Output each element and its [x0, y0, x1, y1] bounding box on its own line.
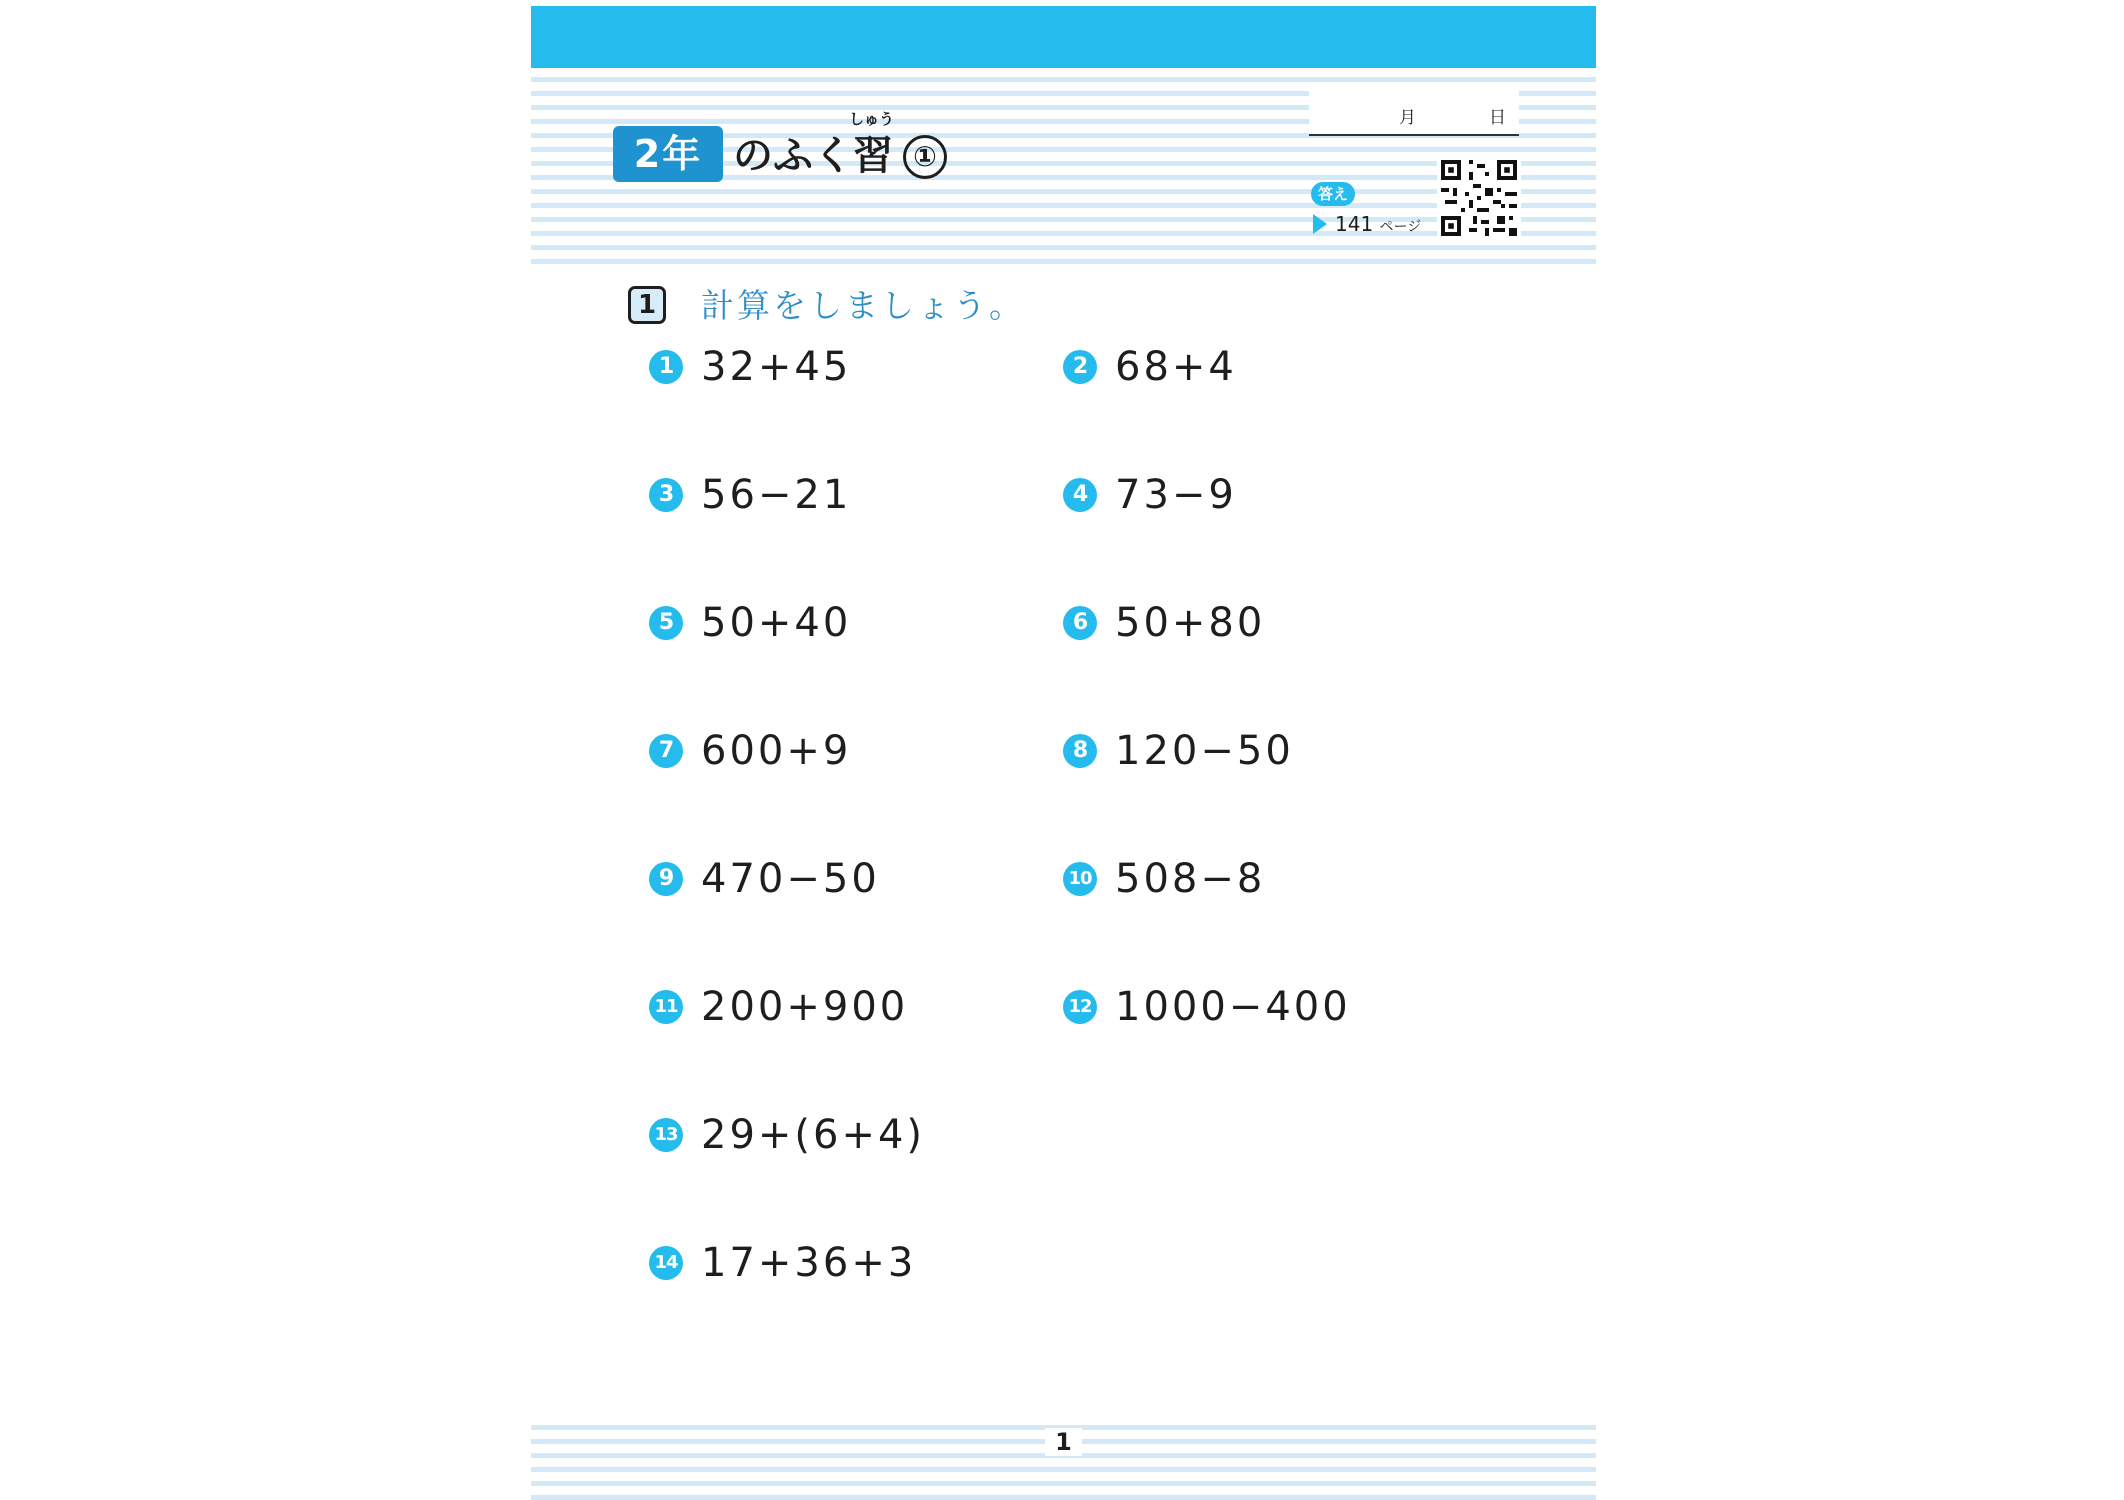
triangle-arrow-icon: [1313, 214, 1327, 234]
problem-number: 10: [1063, 862, 1097, 896]
problem-expression: 50+80: [1115, 600, 1266, 646]
problem-number: 1: [649, 350, 683, 384]
page-number: [531, 1424, 1596, 1460]
problem-number: 4: [1063, 478, 1097, 512]
problem-number: 9: [649, 862, 683, 896]
answer-page-number: 141: [1335, 212, 1374, 236]
top-color-bar: [531, 6, 1596, 68]
title-number: ①: [903, 135, 947, 179]
section-number: 1: [628, 286, 666, 324]
date-field: [1309, 86, 1519, 136]
date-day-label: 日: [1489, 108, 1506, 128]
instruction-text: 計算をしましょう。: [701, 286, 1025, 325]
answer-page-unit: ページ: [1379, 219, 1422, 235]
problem-expression: 508−8: [1115, 856, 1266, 902]
problem-number: 3: [649, 478, 683, 512]
problem-expression: 1000−400: [1115, 984, 1351, 1030]
page-title: のふく習: [733, 133, 893, 179]
problem-number: 2: [1063, 350, 1097, 384]
problem-expression: 120−50: [1115, 728, 1294, 774]
problem-expression: 17+36+3: [701, 1240, 917, 1286]
qr-code-icon[interactable]: [1437, 156, 1521, 240]
problem-expression: 470−50: [701, 856, 880, 902]
problem-expression: 29+(6+4): [701, 1112, 926, 1158]
problem-expression: 56−21: [701, 472, 852, 518]
grade-badge: 2年: [613, 126, 723, 182]
problem-expression: 73−9: [1115, 472, 1237, 518]
problem-expression: 200+900: [701, 984, 909, 1030]
answer-page-ref: [1335, 210, 1421, 241]
problem-number: 8: [1063, 734, 1097, 768]
problem-number: 14: [649, 1246, 683, 1280]
problem-expression: 68+4: [1115, 344, 1237, 390]
problem-number: 12: [1063, 990, 1097, 1024]
worksheet-page: [531, 6, 1596, 1500]
problem-expression: 600+9: [701, 728, 852, 774]
date-month-label: 月: [1399, 108, 1416, 128]
furigana: しゅう: [849, 110, 895, 128]
problem-expression: 50+40: [701, 600, 852, 646]
problem-number: 13: [649, 1118, 683, 1152]
problem-number: 6: [1063, 606, 1097, 640]
problem-number: 11: [649, 990, 683, 1024]
problem-expression: 32+45: [701, 344, 852, 390]
problem-number: 5: [649, 606, 683, 640]
page-number-text: 1: [1045, 1428, 1082, 1456]
answer-badge: 答え: [1311, 182, 1355, 206]
problem-number: 7: [649, 734, 683, 768]
